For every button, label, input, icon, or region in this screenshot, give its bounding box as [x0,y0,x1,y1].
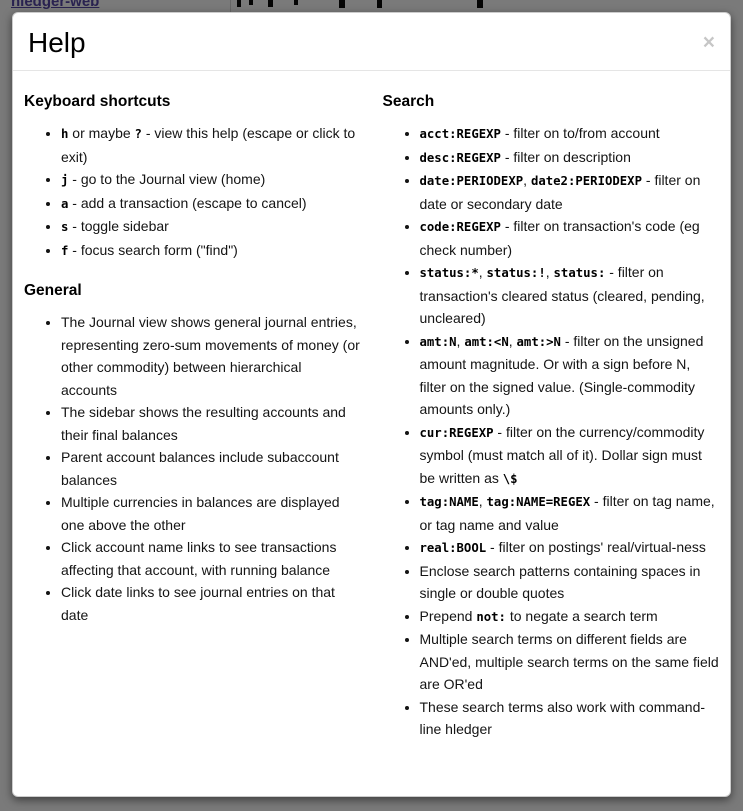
help-list-item [420,628,720,696]
text-segment: - go to the Journal view (home) [68,171,266,187]
text-segment: to negate a search term [505,607,658,624]
text-segment: Enclose search patterns containing spaces in single or double quotes [419,562,701,601]
text-segment: - filter on postings' real/virtual-ness [486,539,706,555]
code-term: date2:PERIODEXP [530,174,642,188]
text-segment: , [508,332,517,349]
code-term: status:! [486,266,546,280]
code-term: h [61,127,69,141]
text-segment: The Journal view shows general journal entries, representing zero-sum movements of money (or other commodity) between hierarchical accounts [61,314,360,398]
help-list-item [61,536,361,581]
help-list-item [420,421,720,491]
help-list [24,122,361,262]
help-list [383,122,720,741]
text-segment: or maybe [68,125,135,141]
text-segment: Click account name links to see transactions affecting that account, with running balance [61,539,337,578]
text-segment: - add a transaction (escape to cancel) [68,194,307,211]
text-segment: These search terms also work with command-line hledger [419,698,706,737]
help-list-item [420,696,720,741]
text-segment: - focus search form ("find") [68,241,238,258]
help-column-left [13,79,372,636]
help-list-item [420,605,720,629]
code-term: status:* [419,266,479,280]
text-segment: - toggle sidebar [68,218,169,234]
code-term: cur:REGEXP [419,425,494,440]
text-segment: - view this help (escape or click to exit) [61,125,356,165]
help-list-item [420,536,720,560]
help-list-item [420,330,720,421]
help-list-item [420,169,720,215]
text-segment: - filter on transaction's code (eg check number) [419,218,700,258]
help-list-item [61,491,361,536]
code-term: j [61,173,69,187]
code-term: tag:NAME=REGEX [486,495,591,509]
modal-title: Help [28,27,86,58]
code-term: date:PERIODEXP [419,174,524,188]
help-list-item [61,581,361,626]
code-term: acct:REGEXP [419,127,501,141]
code-term: amt:N [419,334,457,349]
help-list-item [61,446,361,491]
text-segment: - filter on the unsigned amount magnitude. Or with a sign before N, filter on the signed value. (Single-commodity amounts only.) [419,332,704,417]
modal-header [13,13,730,71]
code-term: s [61,220,69,234]
help-list-item [61,122,361,168]
help-modal [12,12,731,797]
help-column-right [372,79,731,751]
help-list-item [420,490,720,536]
text-segment: - filter on tag name, or tag name and value [419,493,715,533]
text-segment: , [478,264,487,280]
code-term: real:BOOL [419,541,487,555]
help-list [24,311,361,626]
text-segment: - filter on the currency/commodity symbol (must match all of it). Dollar sign must be written as [419,423,705,486]
text-segment: The sidebar shows the resulting accounts and their final balances [61,404,346,443]
code-term: code:REGEXP [419,220,501,234]
code-term: f [61,243,69,258]
help-list-item [61,401,361,446]
code-term: desc:REGEXP [419,150,501,165]
text-segment: - filter on date or secondary date [419,172,701,212]
text-segment: , [478,493,487,509]
text-segment: Prepend [419,607,477,624]
text-segment: - filter on to/from account [500,125,660,141]
help-list-item [420,215,720,261]
section-heading: General [24,282,82,299]
code-term: tag:NAME [419,495,479,509]
code-term: status: [553,266,606,280]
text-segment: Multiple currencies in balances are displayed one above the other [61,494,340,533]
text-segment: , [545,264,554,280]
text-segment: - filter on transaction's cleared status (cleared, pending, uncleared) [419,264,705,326]
close-icon[interactable]: × [702,31,715,54]
code-term: not: [476,609,506,624]
help-list-item [61,311,361,401]
text-segment: , [456,332,465,349]
code-term: \$ [502,471,518,486]
help-list-item [420,122,720,146]
section-heading: Keyboard shortcuts [24,93,171,110]
help-list-item [61,168,361,192]
code-term: a [61,196,69,211]
text-segment: Parent account balances include subaccount balances [61,449,339,488]
text-segment: - filter on description [500,148,631,165]
modal-body [13,71,730,751]
code-term: amt:>N [516,334,561,349]
text-segment: Multiple search terms on different fields are AND'ed, multiple search terms on the same field are OR'ed [419,631,719,692]
help-list-item [420,560,720,605]
section-heading: Search [382,93,435,110]
help-list-item [61,215,361,239]
text-segment: , [523,172,531,188]
help-list-item [420,146,720,170]
text-segment: Click date links to see journal entries on that date [61,584,335,623]
code-term: amt:<N [464,334,509,349]
help-list-item [420,261,720,330]
help-list-item [61,192,361,216]
code-term: ? [134,127,142,141]
help-list-item [61,239,361,263]
